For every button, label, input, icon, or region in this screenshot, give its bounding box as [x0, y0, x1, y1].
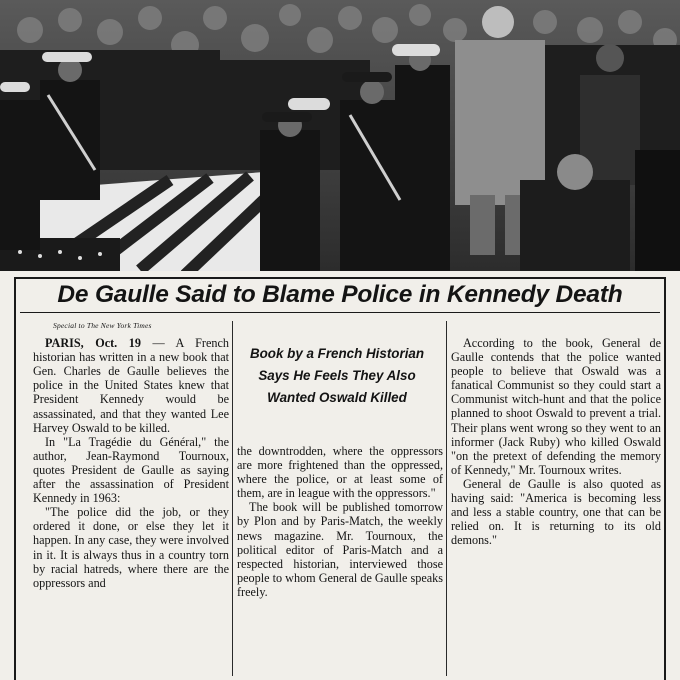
clipping-right-border	[664, 277, 666, 680]
article-column-3	[451, 336, 661, 547]
photo-illustration	[0, 0, 680, 271]
paragraph: "The police did the job, or they ordered it done, or else they let it happen. In any case, they were involved in it. It is always thus in a country torn by racial hatreds, where there are the oppressors and	[33, 505, 229, 590]
dateline: PARIS, Oct. 19	[45, 336, 141, 351]
paragraph: The book will be published tomorrow by Plon and by Paris-Match, the weekly news magazine. Mr. Tournoux, the political editor of Paris-Match and a respected historian, interviewed those people to whom General de Gaulle speaks freely.	[237, 500, 443, 599]
paragraph: In "La Tragédie du Général," the author, Jean-Raymond Tournoux, quotes President de Gaulle as saying after the assassination of President Kennedy in 1963:	[33, 434, 229, 506]
subhead-line: Book by a French Historian	[249, 346, 425, 361]
headline: De Gaulle Said to Blame Police in Kennedy Death	[57, 281, 623, 308]
lead-text: — A French historian has written in a new book that Gen. Charles de Gaulle believes the police in the United States knew that President Kennedy would be assassinated, and that they wanted Lee Harvey Oswald to be killed.	[33, 336, 229, 435]
newspaper-clipping	[0, 271, 680, 680]
article-column-2	[237, 444, 443, 599]
funeral-photograph	[0, 0, 680, 271]
subhead-line: Says He Feels They Also	[258, 368, 416, 383]
subhead-line: Wanted Oswald Killed	[267, 390, 407, 405]
paragraph: General de Gaulle is also quoted as having said: "America is becoming less and less a stable country, one that can be relied on. It is returning to its old demons."	[451, 476, 661, 548]
lead-paragraph	[33, 336, 229, 435]
column-rule-2	[446, 321, 447, 676]
paragraph: the downtrodden, where the oppressors are more frightened than the oppressed, where the police, or at least some of them, are in league with the oppressors."	[237, 444, 443, 501]
clipping-left-border	[14, 277, 16, 680]
headline-rule	[20, 312, 660, 313]
paragraph: According to the book, General de Gaulle contends that the police wanted people to believe that Oswald was a fanatical Communist so they could start a Communist witch-hunt and that the police planned to shoot Oswald to prevent a trial. Their plans went wrong so they went to an informer (Jack Ruby) who killed Oswald "on the pretext of defending the memory of Kennedy," Mr. Tournoux writes.	[451, 336, 661, 477]
article-column-1	[33, 319, 229, 590]
subheadline	[232, 343, 442, 409]
byline: Special to The New York Times	[53, 321, 152, 330]
clipping-top-border	[14, 277, 666, 279]
